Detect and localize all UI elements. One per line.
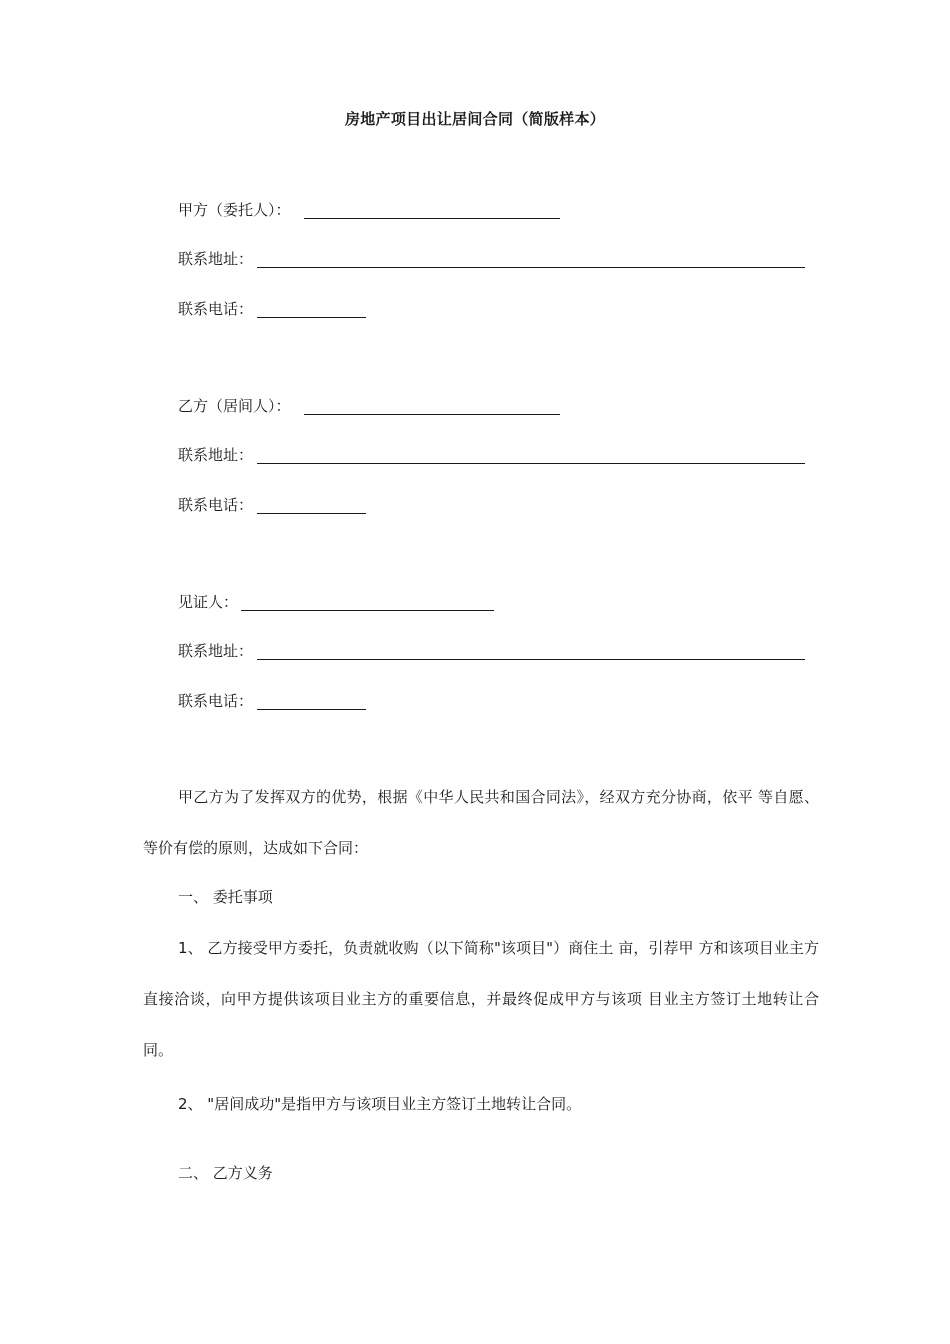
witness-phone-blank[interactable] [257,709,366,710]
section-1-item-1: 1、 乙方接受甲方委托，负责就收购（以下简称"该项目"）商住土 亩，引荐甲 方和该项目业主方直接洽谈，向甲方提供该项目业主方的重要信息，并最终促成甲方与该项 目业主方签订土地转让合同。 [143,939,819,1059]
intro-paragraph: 甲乙方为了发挥双方的优势，根据《中华人民共和国合同法》，经双方充分协商，依平 等自愿、等价有偿的原则，达成如下合同： [143,788,819,857]
witness-address-field [178,640,253,662]
party-a-name-field [178,199,291,221]
party-a-address-blank[interactable] [257,267,805,268]
witness-phone-label: 联系电话： [178,692,254,710]
party-b-phone-field [178,494,253,516]
party-b-phone-blank[interactable] [257,513,366,514]
party-b-name-field [178,395,291,417]
witness-name-field [178,591,238,613]
party-a-address-field [178,248,253,270]
party-b-address-field [178,444,253,466]
witness-phone-field [178,690,253,712]
party-a-name-label: 甲方（委托人）： [178,201,291,219]
party-b-name-label: 乙方（居间人）： [178,397,291,415]
party-b-address-blank[interactable] [257,463,805,464]
party-a-phone-blank[interactable] [257,317,366,318]
section-2-heading: 二、 乙方义务 [178,1164,273,1182]
party-a-phone-label: 联系电话： [178,300,254,318]
party-a-phone-field [178,298,253,320]
document-title: 房地产项目出让居间合同（简版样本） [344,110,606,128]
section-1-item-2: 2、 "居间成功"是指甲方与该项目业主方签订土地转让合同。 [178,1095,582,1113]
party-a-address-label: 联系地址： [178,250,254,268]
witness-name-blank[interactable] [241,610,494,611]
party-b-phone-label: 联系电话： [178,496,254,514]
witness-address-label: 联系地址： [178,642,254,660]
party-b-address-label: 联系地址： [178,446,254,464]
witness-address-blank[interactable] [257,659,805,660]
party-b-name-blank[interactable] [304,414,560,415]
witness-name-label: 见证人： [178,593,239,611]
section-1-heading: 一、 委托事项 [178,888,273,906]
party-a-name-blank[interactable] [304,218,560,219]
